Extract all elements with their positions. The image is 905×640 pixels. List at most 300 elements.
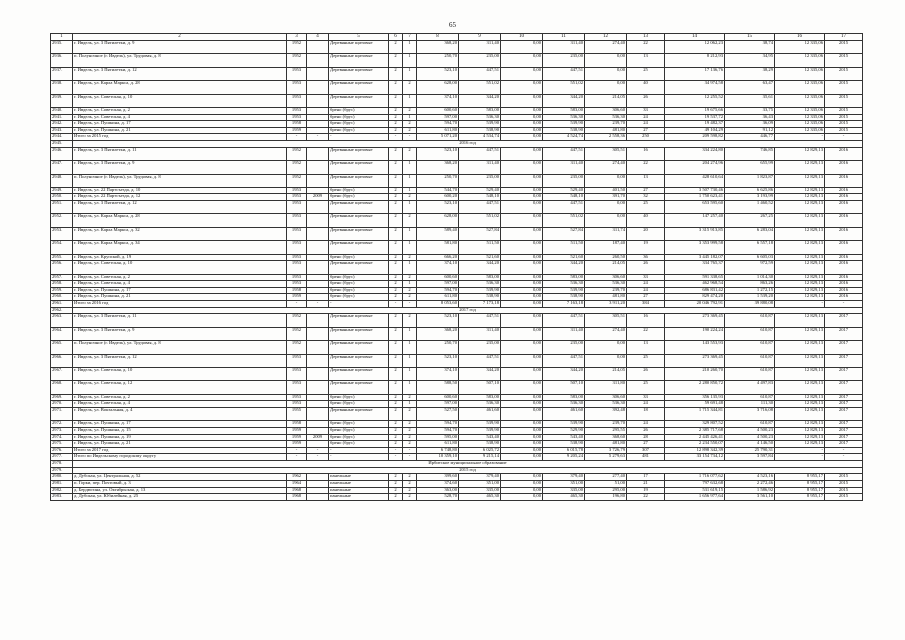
table-row — [51, 494, 863, 501]
table-row — [51, 227, 863, 240]
table-cell: 3 597,84 — [725, 454, 775, 461]
table-cell: 16 — [627, 314, 665, 327]
table-cell: 583,00 — [543, 107, 585, 114]
table-cell — [307, 127, 329, 134]
table-cell: Деревянные щитовые — [329, 41, 389, 54]
row-number-cell: 2959. — [51, 287, 73, 294]
table-cell: 6 025,72 — [459, 447, 501, 454]
table-cell: 2015 — [825, 474, 863, 481]
table-cell: 465,30 — [459, 494, 501, 501]
table-cell: 2 — [403, 294, 417, 301]
table-cell: 36 — [627, 254, 665, 261]
address-cell: г. Ивдель, ул. 3 Пятилетки, д. 12 — [73, 67, 287, 80]
table-cell: 1 716 077,62 — [665, 474, 725, 481]
table-row — [51, 407, 863, 420]
table-row — [51, 434, 863, 441]
table-cell: 2015 — [825, 54, 863, 67]
row-number-cell: 2939. — [51, 94, 73, 107]
table-cell: 17 — [627, 474, 665, 481]
table-cell: 277,40 — [585, 474, 627, 481]
table-cell: 12 829,13 — [775, 434, 825, 441]
table-cell: 0,00 — [501, 447, 543, 454]
address-cell: г. Ивдель, ул. Советская, д. 4 — [73, 401, 287, 408]
table-cell: брено (брус) — [329, 394, 389, 401]
table-cell: Деревянные щитовые — [329, 341, 389, 354]
table-cell: брено (брус) — [329, 434, 389, 441]
table-cell: 0,00 — [501, 354, 543, 367]
table-cell: 1964 — [287, 481, 307, 488]
table-cell: 24 — [627, 281, 665, 288]
table-cell: 368,60 — [585, 434, 627, 441]
table-cell: 2 — [389, 327, 403, 340]
table-cell: 523,10 — [417, 201, 459, 214]
table-cell: - — [825, 134, 863, 141]
table-cell: 38,29 — [725, 67, 775, 80]
table-cell: 1958 — [287, 287, 307, 294]
table-cell: 2017 — [825, 394, 863, 401]
table-cell: 594,70 — [417, 287, 459, 294]
housing-register-table — [50, 33, 863, 501]
table-cell: 22 — [627, 327, 665, 340]
table-cell: 12 829,13 — [775, 367, 825, 380]
table-cell: 311,40 — [459, 327, 501, 340]
table-cell: 399,60 — [417, 474, 459, 481]
column-number-cell: 10 — [501, 34, 543, 41]
column-number-cell: 15 — [725, 34, 775, 41]
table-cell: 583,00 — [459, 274, 501, 281]
table-cell: 1 — [403, 281, 417, 288]
address-cell: г. Ивдель, ул. Пушкина, д. 17 — [73, 121, 287, 128]
table-cell: 2 280 850,72 — [665, 381, 725, 394]
address-cell: Итого за 2016 год — [73, 301, 287, 308]
table-row — [51, 487, 863, 494]
table-cell — [307, 487, 329, 494]
table-cell: 2 — [389, 421, 403, 428]
table-cell — [307, 274, 329, 281]
table-cell: 1953 — [287, 281, 307, 288]
table-cell: 529,90 — [543, 427, 585, 434]
table-cell: 8 212,93 — [665, 54, 725, 67]
table-cell: 295,00 — [585, 487, 627, 494]
section-title: 2016 год — [73, 140, 863, 147]
table-cell: - — [307, 454, 329, 461]
table-cell: 0,00 — [585, 354, 627, 367]
table-cell: Деревянные щитовые — [329, 407, 389, 420]
table-cell: 1953 — [287, 394, 307, 401]
table-cell: 1962 — [287, 474, 307, 481]
table-cell: 523,10 — [417, 314, 459, 327]
table-cell: 1952 — [287, 54, 307, 67]
table-cell: 12 829,13 — [775, 354, 825, 367]
table-cell: 33 — [627, 394, 665, 401]
table-cell: 2 — [389, 41, 403, 54]
table-cell: 235,00 — [543, 341, 585, 354]
table-cell: 12 829,13 — [775, 421, 825, 428]
table-cell: 306,60 — [585, 107, 627, 114]
address-cell: г. Ивдель, ул. Пушкина, д. 17 — [73, 421, 287, 428]
row-number-cell: 2964. — [51, 327, 73, 340]
table-cell: 2 — [389, 474, 403, 481]
row-number-cell: 2942. — [51, 121, 73, 128]
table-cell: 2 558,36 — [585, 134, 627, 141]
address-cell: г. Ивдель, ул. Советская, д. 12 — [73, 381, 287, 394]
table-cell — [307, 494, 329, 501]
table-cell: 0,00 — [501, 381, 543, 394]
table-cell: 19 537,72 — [665, 114, 725, 121]
table-cell: 2 — [389, 174, 403, 187]
table-cell: 344,20 — [459, 261, 501, 274]
table-cell: 2 — [389, 227, 403, 240]
table-cell: 9 205,24 — [543, 454, 585, 461]
table-cell: 12 829,13 — [775, 214, 825, 227]
table-cell: 0,00 — [501, 441, 543, 448]
table-cell: 2015 — [825, 94, 863, 107]
table-cell: 481,80 — [585, 294, 627, 301]
table-row — [51, 241, 863, 254]
table-cell: 0,00 — [501, 487, 543, 494]
address-cell: г. Ивдель, ул. Советская, д. 10 — [73, 261, 287, 274]
table-row — [51, 447, 863, 454]
row-number-cell: 2953. — [51, 227, 73, 240]
table-cell: 2015 — [825, 481, 863, 488]
table-cell — [307, 427, 329, 434]
table-row — [51, 127, 863, 134]
address-cell: г. Ивдель, ул. Советская, д. 2 — [73, 274, 287, 281]
column-number-cell: 16 — [775, 34, 825, 41]
table-row — [51, 394, 863, 401]
row-number-cell: 2943. — [51, 127, 73, 134]
table-cell: 1 — [403, 227, 417, 240]
table-cell: 1953 — [287, 201, 307, 214]
table-cell: 351,00 — [459, 481, 501, 488]
table-row — [51, 294, 863, 301]
table-cell: 2 — [403, 81, 417, 94]
table-cell: 2017 — [825, 407, 863, 420]
table-cell: 551,02 — [459, 214, 501, 227]
table-row — [51, 201, 863, 214]
table-cell: 2 — [389, 294, 403, 301]
table-cell: 538,90 — [543, 127, 585, 134]
table-cell: 507,10 — [459, 381, 501, 394]
table-cell: Деревянные щитовые — [329, 381, 389, 394]
table-cell: 2 — [389, 487, 403, 494]
table-cell: 25 — [627, 354, 665, 367]
table-cell: 591 338,65 — [665, 274, 725, 281]
table-cell: 8 955,17 — [775, 474, 825, 481]
table-cell: 2015 — [825, 487, 863, 494]
table-cell: 335,00 — [543, 487, 585, 494]
table-cell: 2 — [389, 94, 403, 107]
table-cell: 461,60 — [459, 407, 501, 420]
table-cell: 447,51 — [459, 147, 501, 160]
table-row — [51, 367, 863, 380]
table-row — [51, 281, 863, 288]
table-cell: 0,00 — [501, 287, 543, 294]
table-cell: 6 748,80 — [417, 447, 459, 454]
table-cell: 250,70 — [417, 341, 459, 354]
table-cell: 0,00 — [501, 294, 543, 301]
table-cell: - — [287, 454, 307, 461]
address-cell: г. Ивдель, ул. Карла Маркса, д. 28 — [73, 81, 287, 94]
table-cell: 653 595,60 — [665, 201, 725, 214]
table-cell: 1 — [403, 187, 417, 194]
column-number-cell: 3 — [287, 34, 307, 41]
table-cell: 539,90 — [459, 121, 501, 128]
table-cell — [307, 421, 329, 428]
table-cell — [307, 281, 329, 288]
table-cell: 12 829,13 — [775, 241, 825, 254]
table-cell: 311,40 — [543, 327, 585, 340]
table-cell: - — [389, 301, 403, 308]
row-number-cell: 2941. — [51, 114, 73, 121]
table-cell: 273 369,45 — [665, 314, 725, 327]
table-cell: - — [389, 134, 403, 141]
table-cell: 2017 — [825, 427, 863, 434]
table-cell: 2 — [389, 354, 403, 367]
table-row — [51, 301, 863, 308]
table-cell: Деревянные щитовые — [329, 227, 389, 240]
table-cell: 2 — [389, 147, 403, 160]
table-cell: 6 283,04 — [725, 227, 775, 240]
table-cell: 147 257,40 — [665, 214, 725, 227]
table-cell: 0,00 — [501, 127, 543, 134]
table-cell: 274,40 — [585, 161, 627, 174]
table-cell: 1 — [403, 54, 417, 67]
table-row — [51, 194, 863, 201]
table-cell: 214,05 — [585, 261, 627, 274]
table-cell: 610,87 — [725, 341, 775, 354]
table-cell: 214,05 — [585, 94, 627, 107]
table-cell: 2017 — [825, 367, 863, 380]
table-cell: 1959 — [287, 127, 307, 134]
table-cell: 12 829,13 — [775, 341, 825, 354]
table-cell — [307, 401, 329, 408]
table-cell: 12 335,06 — [775, 114, 825, 121]
table-cell: 6 605,03 — [725, 254, 775, 261]
table-cell: 2016 — [825, 214, 863, 227]
table-cell: Деревянные щитовые — [329, 147, 389, 160]
table-cell: брено (брус) — [329, 121, 389, 128]
table-cell: 0,00 — [501, 174, 543, 187]
table-cell: 12 829,13 — [775, 441, 825, 448]
address-cell: д. Дубская, ул. Юбилейная, д. 25 — [73, 494, 287, 501]
table-cell: 26 — [627, 427, 665, 434]
table-cell: 33,75 — [725, 107, 775, 114]
row-number-cell: 2936. — [51, 54, 73, 67]
table-cell: 2016 — [825, 241, 863, 254]
table-row — [51, 94, 863, 107]
table-cell: 2 — [403, 487, 417, 494]
address-cell: г. Ивдель, ул. 3 Пятилетки, д. 11 — [73, 147, 287, 160]
table-cell: 12 829,13 — [775, 314, 825, 327]
table-row — [51, 327, 863, 340]
table-cell: 1 014,30 — [725, 274, 775, 281]
table-cell: 311,40 — [459, 161, 501, 174]
table-cell: - — [775, 301, 825, 308]
table-cell: 600,60 — [417, 274, 459, 281]
table-cell: 1952 — [287, 41, 307, 54]
column-number-cell: 11 — [543, 34, 585, 41]
table-cell: 447,51 — [543, 147, 585, 160]
table-cell: 610,87 — [725, 367, 775, 380]
table-cell: 209 598,82 — [665, 134, 725, 141]
table-cell: 111,30 — [725, 401, 775, 408]
table-cell: 307 — [627, 447, 665, 454]
table-cell: 7 163,18 — [543, 301, 585, 308]
table-cell: 2 — [403, 421, 417, 428]
table-cell: 2 — [389, 114, 403, 121]
table-cell: 428 610,64 — [665, 174, 725, 187]
table-cell: 0,00 — [501, 134, 543, 141]
table-cell: 595,00 — [417, 434, 459, 441]
table-cell: 190 224,24 — [665, 327, 725, 340]
table-cell: - — [389, 447, 403, 454]
row-number-cell: 2960. — [51, 294, 73, 301]
table-cell: 2 — [403, 107, 417, 114]
section-title: Ирбитское муниципальное образование — [73, 460, 863, 467]
table-cell: 374,10 — [417, 94, 459, 107]
table-cell: - — [287, 447, 307, 454]
table-cell: 610,87 — [725, 421, 775, 428]
table-cell: 235,00 — [459, 174, 501, 187]
column-number-cell: 12 — [585, 34, 627, 41]
table-cell: Деревянные щитовые — [329, 54, 389, 67]
column-number-cell: 5 — [329, 34, 389, 41]
table-cell: 447,51 — [543, 354, 585, 367]
table-cell: 2 — [403, 127, 417, 134]
table-cell: 2 — [389, 381, 403, 394]
table-cell: 611,80 — [417, 441, 459, 448]
table-cell: 628,00 — [417, 81, 459, 94]
table-cell: 0,00 — [501, 341, 543, 354]
address-cell: г. Ивдель, ул. Советская, д. 4 — [73, 114, 287, 121]
table-cell: 523,10 — [417, 354, 459, 367]
table-cell: 260,50 — [585, 254, 627, 261]
table-cell: 1 — [403, 94, 417, 107]
table-cell — [307, 341, 329, 354]
table-cell: 548,10 — [459, 194, 501, 201]
table-cell: брено (брус) — [329, 421, 389, 428]
table-cell: 0,00 — [501, 494, 543, 501]
table-cell: 4 523,16 — [725, 474, 775, 481]
table-cell: 13 — [627, 174, 665, 187]
row-number-cell: 2935. — [51, 41, 73, 54]
address-cell: г. Ивдель, ул. 3 Пятилетки, д. 12 — [73, 201, 287, 214]
table-cell: 2 — [389, 314, 403, 327]
table-cell: 12 335,06 — [775, 127, 825, 134]
table-cell: 536,30 — [585, 281, 627, 288]
table-cell: 0,00 — [501, 81, 543, 94]
table-cell: 538,90 — [459, 441, 501, 448]
table-cell: брено (брус) — [329, 294, 389, 301]
table-cell: 12 062,23 — [665, 41, 725, 54]
table-row — [51, 81, 863, 94]
table-cell: 1953 — [287, 241, 307, 254]
table-cell: 2 — [389, 81, 403, 94]
table-cell: 594,70 — [417, 421, 459, 428]
table-cell: 2 — [403, 194, 417, 201]
table-cell: 543,40 — [459, 434, 501, 441]
table-row — [51, 147, 863, 160]
table-cell: 600,20 — [417, 194, 459, 201]
address-cell: г. Ивдель, ул. Пушкина, д. 17 — [73, 287, 287, 294]
table-cell: 3 726,79 — [585, 447, 627, 454]
table-cell — [307, 94, 329, 107]
table-cell: 536,30 — [543, 114, 585, 121]
table-cell: 33 — [627, 107, 665, 114]
row-number-cell: 2937. — [51, 67, 73, 80]
address-cell: г. Ивдель, ул. Пушкина, д. 21 — [73, 294, 287, 301]
table-cell: 538,90 — [459, 294, 501, 301]
table-cell: 335,00 — [459, 487, 501, 494]
table-cell: 2 — [403, 494, 417, 501]
address-cell: г. Ивдель, ул. 3 Пятилетки, д. 11 — [73, 314, 287, 327]
table-cell: 2 — [389, 367, 403, 380]
table-cell: 239,70 — [585, 287, 627, 294]
table-cell: 38,74 — [725, 41, 775, 54]
table-cell — [307, 254, 329, 261]
table-cell: 8 955,17 — [775, 487, 825, 494]
table-cell: 0,00 — [501, 54, 543, 67]
table-row — [51, 67, 863, 80]
address-cell: г. Ивдель, ул. Вокзальная, д. 4 — [73, 407, 287, 420]
table-cell: 2 — [403, 441, 417, 448]
table-cell: 2015 — [825, 67, 863, 80]
table-row — [51, 454, 863, 461]
row-number-cell: 2967. — [51, 367, 73, 380]
row-number-cell: 2979. — [51, 467, 73, 474]
table-cell: 16 — [627, 147, 665, 160]
table-cell — [307, 474, 329, 481]
table-cell: - — [775, 447, 825, 454]
table-cell: 1 — [403, 381, 417, 394]
table-cell: 12 829,13 — [775, 261, 825, 274]
table-cell: 536,30 — [543, 281, 585, 288]
table-cell: 2016 — [825, 187, 863, 194]
table-cell: 2 — [389, 287, 403, 294]
table-cell: 368,20 — [417, 161, 459, 174]
row-number-cell: 2981. — [51, 481, 73, 488]
table-cell: 481,80 — [585, 441, 627, 448]
table-cell: Деревянные щитовые — [329, 174, 389, 187]
table-cell: 2016 — [825, 147, 863, 160]
table-cell: 2 445 426,41 — [665, 434, 725, 441]
column-number-cell: 1 — [51, 34, 73, 41]
row-number-cell: 2975. — [51, 441, 73, 448]
table-cell: 589,40 — [417, 227, 459, 240]
table-row — [51, 114, 863, 121]
table-cell: Деревянные щитовые — [329, 327, 389, 340]
table-cell: 34,95 — [725, 54, 775, 67]
table-cell: 2 — [403, 314, 417, 327]
table-cell: 507,10 — [543, 381, 585, 394]
row-number-cell: 2948. — [51, 174, 73, 187]
table-cell: 28 — [627, 434, 665, 441]
table-cell: 1 — [403, 341, 417, 354]
table-row — [51, 54, 863, 67]
table-cell: 344,20 — [543, 94, 585, 107]
table-cell: 0,00 — [501, 474, 543, 481]
table-cell — [307, 407, 329, 420]
address-cell: г. Ивдель, ул. Карла Маркса, д. 32 — [73, 227, 287, 240]
table-cell: 4 534,74 — [459, 134, 501, 141]
table-cell: 210 260,70 — [665, 367, 725, 380]
table-cell: Деревянные щитовые — [329, 94, 389, 107]
table-cell: брено (брус) — [329, 107, 389, 114]
row-number-cell: 2938. — [51, 81, 73, 94]
table-cell: 1952 — [287, 147, 307, 160]
table-cell: 204 274,96 — [665, 161, 725, 174]
